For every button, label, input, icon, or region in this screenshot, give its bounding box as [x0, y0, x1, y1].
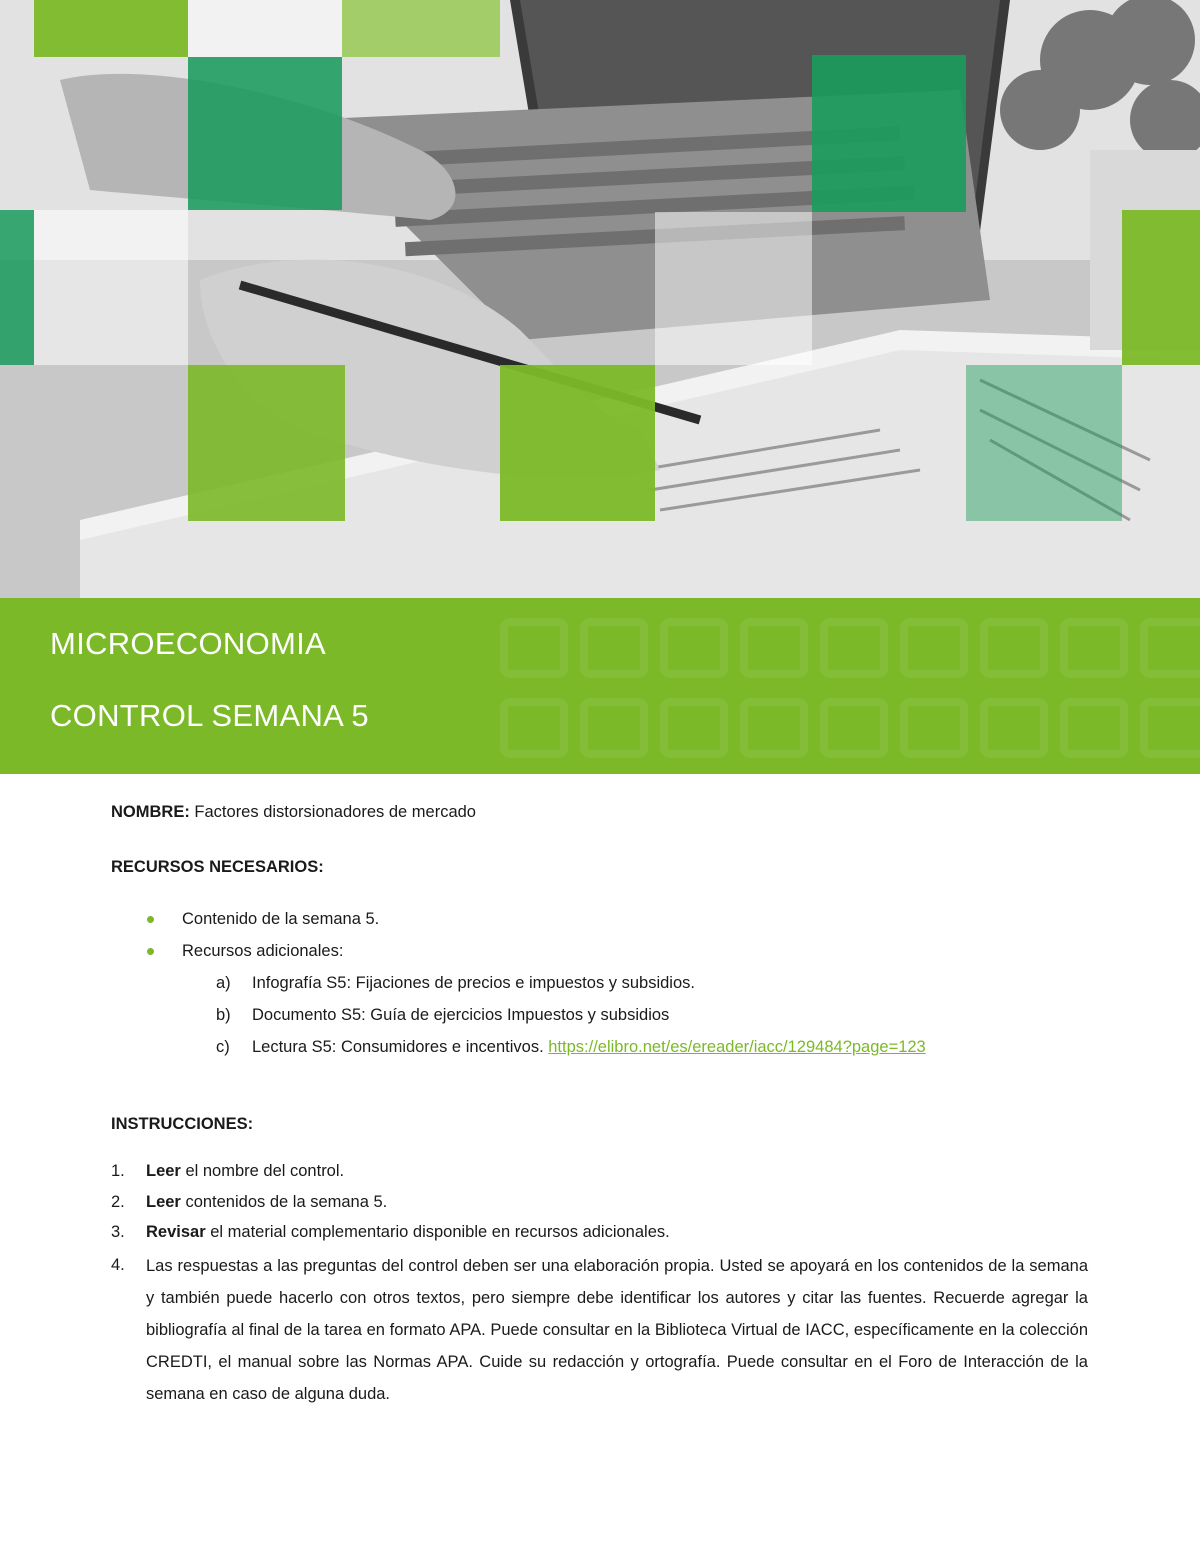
decorative-pattern [820, 618, 888, 678]
recurso-letter: c) [216, 1038, 230, 1056]
recurso-lectura-text: Lectura S5: Consumidores e incentivos. [252, 1038, 544, 1056]
decorative-pattern [1060, 698, 1128, 758]
nombre-value: Factores distorsionadores de mercado [194, 803, 476, 821]
decorative-pattern [980, 698, 1048, 758]
decorative-pattern [580, 698, 648, 758]
decorative-pattern [500, 618, 568, 678]
nombre-label: NOMBRE: [111, 803, 190, 821]
recurso-item-lectura [252, 1036, 926, 1058]
decorative-pattern [1140, 698, 1200, 758]
instruccion-text: el nombre del control. [180, 1162, 345, 1180]
instruccion-num: 1. [111, 1162, 125, 1180]
decorative-pattern [740, 618, 808, 678]
decorative-pattern [820, 698, 888, 758]
decorative-pattern [900, 618, 968, 678]
instruccion-paragraph: Las respuestas a las preguntas del control deben ser una elaboración propia. Usted se apoyará en los contenidos de la semana y también puede hacerlo con otros textos, pero siempre debe identificar los autores y citar las fuentes. Recuerde agregar la bibliografía al final de la tarea en formato APA. Puede consultar en la Biblioteca Virtual de IACC, específicamente en la colección CREDTI, el manual sobre las Normas APA. Cuide su redacción y ortografía. Puede consultar en el Foro de Interacción de la semana en caso de alguna duda. [146, 1257, 1088, 1403]
recurso-letter: b) [216, 1006, 231, 1024]
hero-image [0, 0, 1200, 598]
control-title: CONTROL SEMANA 5 [50, 698, 369, 733]
instrucciones-heading: INSTRUCCIONES: [111, 1115, 254, 1133]
decorative-pattern [900, 698, 968, 758]
decorative-pattern [1140, 618, 1200, 678]
decorative-pattern [1060, 618, 1128, 678]
recurso-item-infografia: Infografía S5: Fijaciones de precios e impuestos y subsidios. [252, 974, 695, 992]
nombre-line [111, 801, 476, 823]
decorative-pattern [660, 698, 728, 758]
decorative-pattern [740, 698, 808, 758]
decorative-pattern [660, 618, 728, 678]
decorative-pattern [500, 698, 568, 758]
bullet-icon [147, 948, 154, 955]
bullet-icon [147, 916, 154, 923]
instruccion-num: 3. [111, 1223, 125, 1241]
instruccion-item [146, 1221, 670, 1243]
recurso-letter: a) [216, 974, 231, 992]
instruccion-text: contenidos de la semana 5. [180, 1193, 388, 1211]
recursos-bullet: Contenido de la semana 5. [182, 910, 380, 928]
instruccion-num: 4. [111, 1256, 125, 1274]
decorative-pattern [980, 618, 1048, 678]
recursos-bullet: Recursos adicionales: [182, 942, 344, 960]
hero-illustration [0, 0, 1200, 598]
instruccion-text: el material complementario disponible en recursos adicionales. [205, 1223, 670, 1241]
decorative-pattern [580, 618, 648, 678]
course-title: MICROECONOMIA [50, 626, 327, 661]
instruccion-bold: Leer [146, 1162, 181, 1180]
title-banner [0, 598, 1200, 774]
elibro-link[interactable]: https://elibro.net/es/ereader/iacc/129484?page=123 [548, 1038, 926, 1056]
instruccion-bold: Leer [146, 1193, 181, 1211]
instruccion-bold: Revisar [146, 1223, 206, 1241]
instruccion-item [146, 1191, 387, 1213]
instruccion-item [146, 1160, 344, 1182]
instruccion-num: 2. [111, 1193, 125, 1211]
recurso-item-documento: Documento S5: Guía de ejercicios Impuestos y subsidios [252, 1006, 670, 1024]
recursos-heading: RECURSOS NECESARIOS: [111, 858, 324, 876]
